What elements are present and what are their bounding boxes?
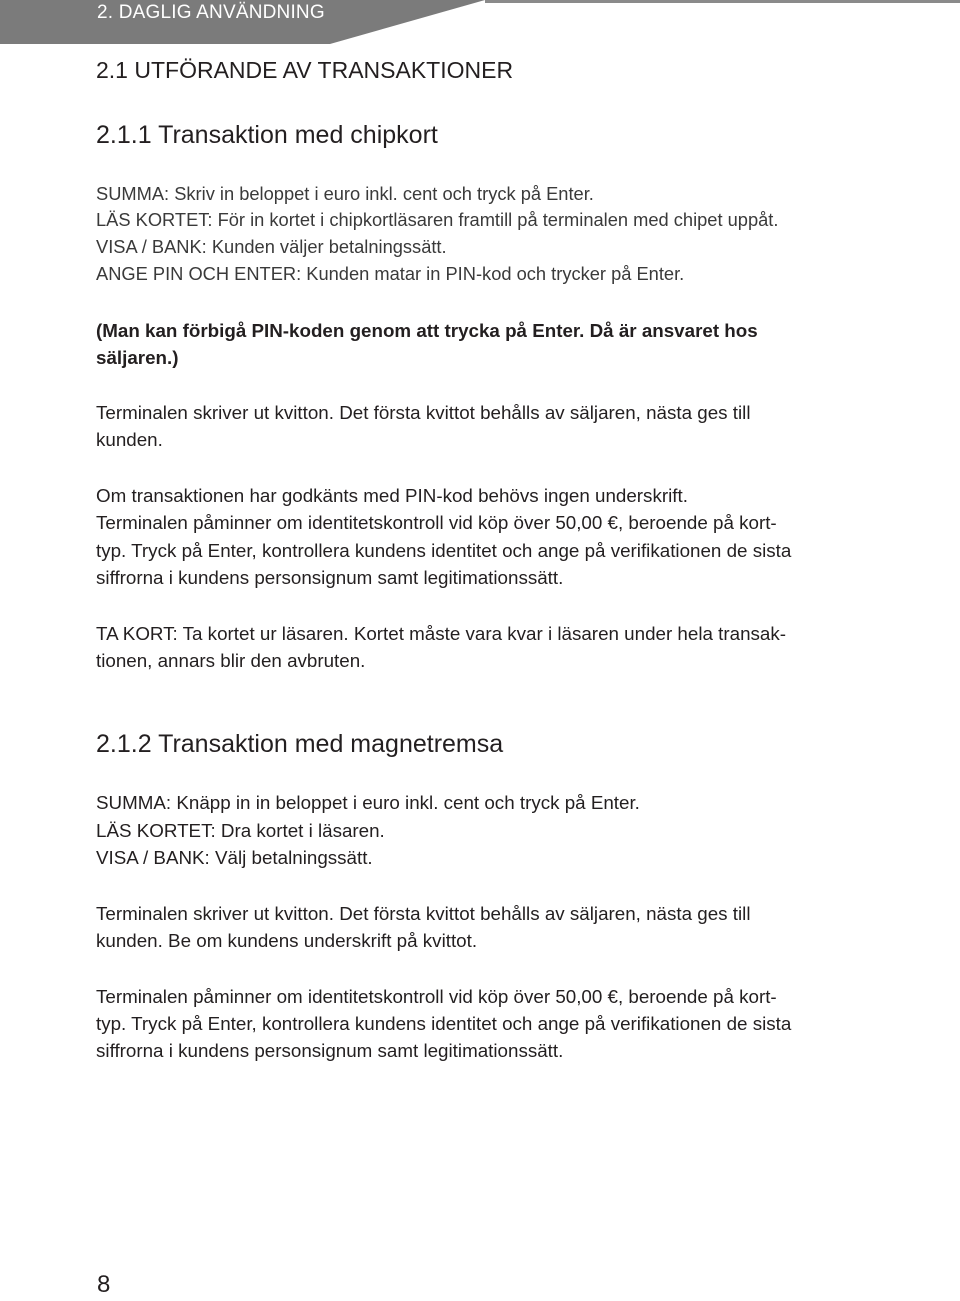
page-number: 8 bbox=[97, 1271, 111, 1298]
chip-heading: 2.1.1 Transaktion med chipkort bbox=[96, 121, 438, 149]
pin-approved-line-2: Terminalen påminner om identitetskontroll vid köp över 50,00 €, beroende på kort- bbox=[96, 512, 777, 533]
chip-receipt-line-1: Terminalen skriver ut kvitton. Det första kvittot behålls av säljaren, nästa ges till bbox=[96, 402, 751, 423]
mag-id-check-line-1: Terminalen påminner om identitetskontroll vid köp över 50,00 €, beroende på kort- bbox=[96, 986, 777, 1007]
mag-step-read-card: LÄS KORTET: Dra kortet i läsaren. bbox=[96, 820, 385, 841]
chip-step-visa-bank: VISA / BANK: Kunden väljer betalningssätt. bbox=[96, 236, 447, 257]
pin-approved-line-1: Om transaktionen har godkänts med PIN-kod behövs ingen underskrift. bbox=[96, 485, 688, 506]
chapter-header-band bbox=[0, 0, 960, 44]
chip-step-read-card: LÄS KORTET: För in kortet i chipkortläsaren framtill på terminalen med chipet uppåt. bbox=[96, 209, 779, 230]
pin-approved-line-3: typ. Tryck på Enter, kontrollera kundens identitet och ange på verifikationen de sista bbox=[96, 540, 792, 561]
pin-bypass-note-line-1: (Man kan förbigå PIN-koden genom att trycka på Enter. Då är ansvaret hos bbox=[96, 320, 758, 341]
mag-id-check-line-3: siffrorna i kundens personsignum samt legitimationssätt. bbox=[96, 1040, 564, 1061]
pin-bypass-note-line-2: säljaren.) bbox=[96, 347, 179, 368]
mag-receipt-line-1: Terminalen skriver ut kvitton. Det första kvittot behålls av säljaren, nästa ges till bbox=[96, 903, 751, 924]
chapter-title: 2. DAGLIG ANVÄNDNING bbox=[97, 2, 325, 23]
magstripe-heading: 2.1.2 Transaktion med magnetremsa bbox=[96, 730, 504, 758]
remove-card-line-1: TA KORT: Ta kortet ur läsaren. Kortet måste vara kvar i läsaren under hela transak- bbox=[96, 623, 786, 644]
mag-receipt-line-2: kunden. Be om kundens underskrift på kvittot. bbox=[96, 930, 478, 951]
section-title: 2.1 UTFÖRANDE AV TRANSAKTIONER bbox=[96, 57, 514, 83]
chip-step-summa: SUMMA: Skriv in beloppet i euro inkl. cent och tryck på Enter. bbox=[96, 183, 594, 204]
mag-step-summa: SUMMA: Knäpp in in beloppet i euro inkl. cent och tryck på Enter. bbox=[96, 792, 640, 813]
remove-card-line-2: tionen, annars blir den avbruten. bbox=[96, 650, 366, 671]
mag-step-visa-bank: VISA / BANK: Välj betalningssätt. bbox=[96, 847, 373, 868]
pin-approved-line-4: siffrorna i kundens personsignum samt legitimationssätt. bbox=[96, 567, 564, 588]
chip-step-pin: ANGE PIN OCH ENTER: Kunden matar in PIN-kod och trycker på Enter. bbox=[96, 263, 685, 284]
mag-id-check-line-2: typ. Tryck på Enter, kontrollera kundens identitet och ange på verifikationen de sista bbox=[96, 1013, 792, 1034]
chip-receipt-line-2: kunden. bbox=[96, 429, 163, 450]
